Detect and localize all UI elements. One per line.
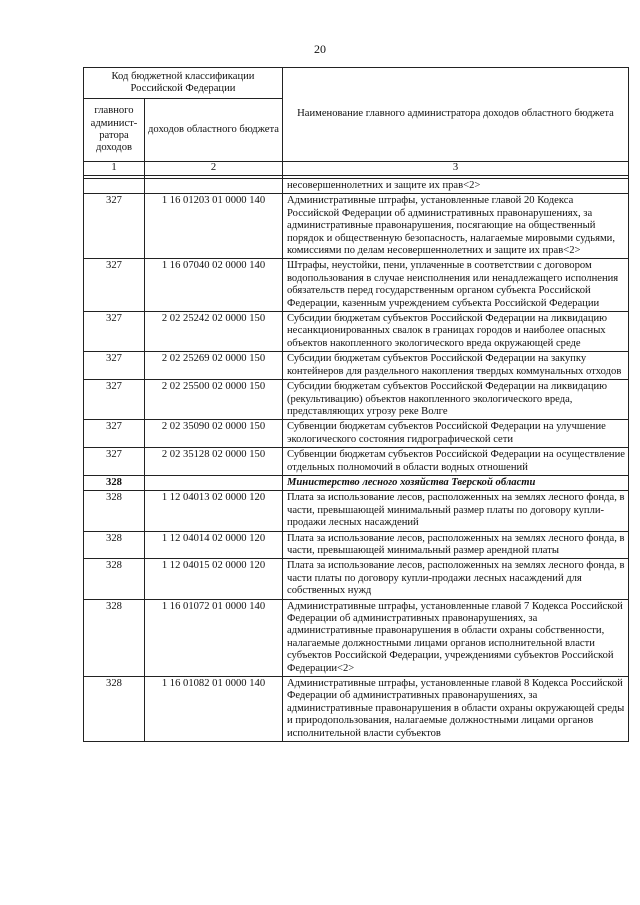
name-cell: Плата за использование лесов, расположенных на землях лесного фонда, в части платы по договору купли-продажи лесных насаждений для собственных нужд [283,559,629,599]
code-cell [145,179,283,194]
header-name: Наименование главного администратора доходов областного бюджета [283,68,629,162]
admin-cell: 328 [84,677,145,742]
name-cell: Административные штрафы, установленные главой 7 Кодекса Российской Федерации об административных правонарушениях, за административные правонарушения в области охраны собственности, налагаемые должностными лицами органов исполнительной власти субъектов Российской Федерации, учреждениями субъектов Российской Федерации<2> [283,599,629,676]
name-cell: Плата за использование лесов, расположенных на землях лесного фонда, в части, превышающей минимальный размер арендной платы [283,531,629,559]
budget-classification-table [83,67,629,742]
admin-cell: 327 [84,352,145,380]
admin-cell: 327 [84,380,145,420]
name-cell: Субсидии бюджетам субъектов Российской Федерации на закупку контейнеров для раздельного накопления твердых коммунальных отходов [283,352,629,380]
table-row [84,194,629,259]
name-cell: Плата за использование лесов, расположенных на землях лесного фонда, в части, превышающей минимальный размер платы по договору купли-продажи лесных насаждений [283,491,629,531]
code-cell [145,475,283,490]
header-numbers-row [84,162,629,176]
admin-cell: 327 [84,420,145,448]
name-cell: Административные штрафы, установленные главой 20 Кодекса Российской Федерации об административных правонарушениях, за административные правонарушения, посягающие на общественный порядок и общественную безопасность, налагаемые мировыми судьями, комиссиями по делам несовершеннолетних и защите их прав<2> [283,194,629,259]
code-cell: 2 02 25500 02 0000 150 [145,380,283,420]
code-cell: 1 16 07040 02 0000 140 [145,259,283,312]
code-cell: 1 16 01072 01 0000 140 [145,599,283,676]
admin-cell: 328 [84,475,145,490]
table-row [84,599,629,676]
table-row [84,559,629,599]
table-row [84,448,629,476]
page-number: 20 [314,42,326,56]
table-row [84,312,629,352]
code-cell: 1 12 04014 02 0000 120 [145,531,283,559]
name-cell: Субсидии бюджетам субъектов Российской Федерации на ликвидацию несанкционированных свалок в границах городов и наиболее опасных объектов накопленного экологического вреда окружающей среде [283,312,629,352]
header-code: доходов областного бюджета [145,99,283,162]
table-row [84,491,629,531]
header-num-1: 1 [84,162,145,176]
table-row [84,475,629,490]
code-cell: 2 02 25269 02 0000 150 [145,352,283,380]
admin-cell: 328 [84,531,145,559]
name-cell: Субвенции бюджетам субъектов Российской Федерации на улучшение экологического состояния гидрографической сети [283,420,629,448]
name-cell: несовершеннолетних и защите их прав<2> [283,179,629,194]
table-row [84,380,629,420]
admin-cell: 327 [84,312,145,352]
header-row-group [84,68,629,99]
table-row [84,179,629,194]
admin-cell: 327 [84,194,145,259]
table-row [84,677,629,742]
table-row [84,352,629,380]
code-cell: 1 16 01203 01 0000 140 [145,194,283,259]
header-num-3: 3 [283,162,629,176]
code-cell: 1 16 01082 01 0000 140 [145,677,283,742]
code-cell: 1 12 04013 02 0000 120 [145,491,283,531]
name-cell: Штрафы, неустойки, пени, уплаченные в соответствии с договором водопользования в случае неисполнения или ненадлежащего исполнения обязательств перед государственным органом субъекта Российской Федерации, казенным учреждением субъекта Российской Федерации [283,259,629,312]
code-cell: 2 02 35128 02 0000 150 [145,448,283,476]
name-cell: Субвенции бюджетам субъектов Российской Федерации на осуществление отдельных полномочий в области водных отношений [283,448,629,476]
header-num-2: 2 [145,162,283,176]
admin-cell: 327 [84,259,145,312]
admin-cell [84,179,145,194]
header-admin: главного админист-ратора доходов [84,99,145,162]
admin-cell: 328 [84,559,145,599]
code-cell: 2 02 35090 02 0000 150 [145,420,283,448]
table-row [84,420,629,448]
admin-cell: 327 [84,448,145,476]
table-row [84,259,629,312]
name-cell: Министерство лесного хозяйства Тверской области [283,475,629,490]
code-cell: 1 12 04015 02 0000 120 [145,559,283,599]
admin-cell: 328 [84,491,145,531]
name-cell: Субсидии бюджетам субъектов Российской Федерации на ликвидацию (рекультивацию) объектов накопленного экологического вреда, представляющих угрозу реке Волге [283,380,629,420]
header-group-title: Код бюджетной классификации Российской Федерации [84,68,283,99]
admin-cell: 328 [84,599,145,676]
code-cell: 2 02 25242 02 0000 150 [145,312,283,352]
table-row [84,531,629,559]
name-cell: Административные штрафы, установленные главой 8 Кодекса Российской Федерации об административных правонарушениях, за административные правонарушения в области охраны окружающей среды и природопользования, налагаемые должностными лицами органов исполнительной власти субъектов [283,677,629,742]
